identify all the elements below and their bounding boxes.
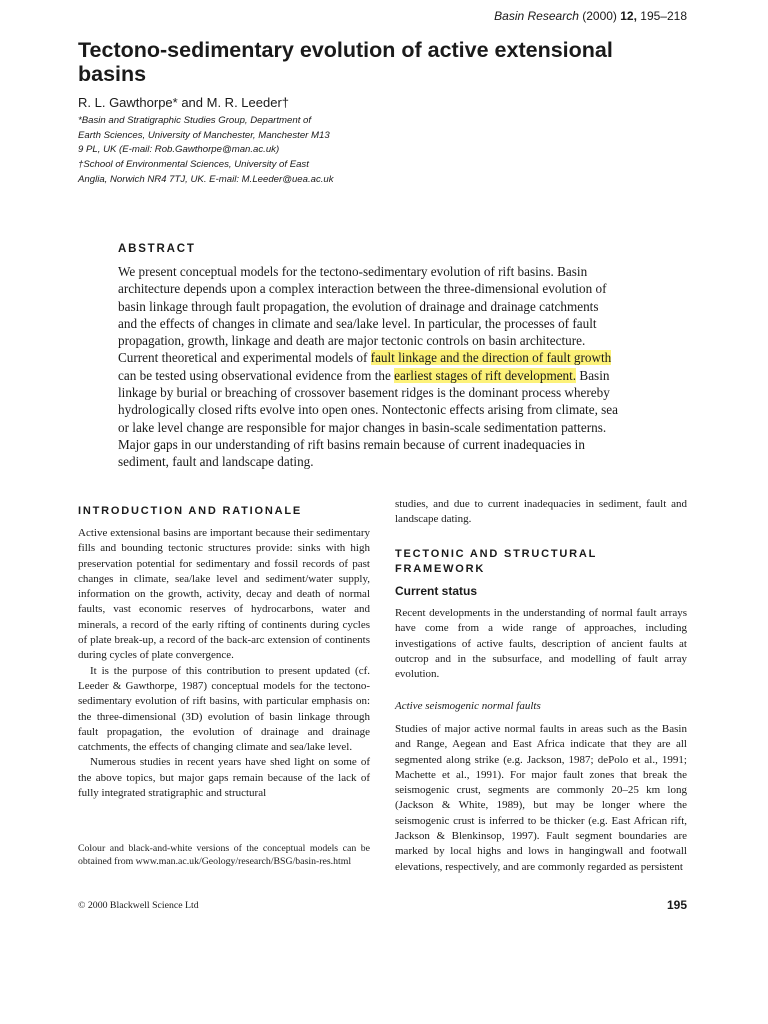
- abstract-text: Basin: [576, 367, 610, 383]
- abstract-line: hydrologically closed rifts evolve into open ones. Nontectonic effects arising from climate, sea: [118, 402, 618, 418]
- journal-name: Basin Research: [494, 9, 579, 23]
- authors: R. L. Gawthorpe* and M. R. Leeder†: [78, 95, 290, 110]
- journal-volume: 12,: [620, 9, 637, 23]
- footnote: Colour and black-and-white versions of the conceptual models can be obtained from www.man.ac.uk/Geology/research/BSG/basin-res.html: [78, 843, 370, 868]
- abstract-body: [118, 263, 643, 471]
- paragraph: Studies of major active normal faults in areas such as the Basin and Range, Aegean and East Africa indicate that they are all segmented along strike (e.g. Jackson, 1987; dePolo et al., 1991; Machette et al., 1991). For major fault zones that break the seismogenic crust, segments are commonly 20–25 km long (Jackson & White, 1989), but may be longer where the seismogenic crust is inferred to be thicker (e.g. East African rift, Jackson & Blenkinsop, 1997). Fault segment boundaries are marked by local highs and lows in hangingwall and footwall elevations, respectively, and are commonly regarded as persistent: [395, 723, 687, 873]
- abstract-text: Current theoretical and experimental models of: [118, 350, 371, 366]
- abstract-line: [118, 367, 643, 384]
- journal-pages: 195–218: [640, 9, 687, 23]
- highlighted-text: earliest stages of rift development.: [394, 367, 577, 383]
- affiliation-line: 9 PL, UK (E-mail: Rob.Gawthorpe@man.ac.uk): [78, 144, 280, 156]
- abstract-line: or lake level change are responsible for major changes in basin-scale sedimentation patterns.: [118, 419, 607, 435]
- abstract-line: Major gaps in our understanding of rift basins remain because of current inadequacies in: [118, 436, 585, 452]
- abstract-text: can be tested using observational evidence from the: [118, 367, 395, 383]
- paragraph: It is the purpose of this contribution to present updated (cf. Leeder & Gawthorpe, 1987) conceptual models for the tectono-sedimentary evolution of rift basins, with particular emphasis on: the three-dimensional (3D) evolution of basin linkage through fault propagation, the evolution of drainage and drainage catchments, the effects of changing climate and sea/lake level.: [78, 664, 370, 754]
- affiliation-line: †School of Environmental Sciences, University of East: [78, 159, 309, 171]
- paragraph: Recent developments in the understanding of normal fault arrays have come from a wide range of approaches, including investigations of active faults, description of ancient faults at outcrop and in the subsurface, and modelling of fault array evolution.: [395, 607, 687, 681]
- abstract-line: and the effects of changes in climate and sea/lake level. In particular, the processes of fault: [118, 315, 597, 331]
- title-line-2: basins: [78, 62, 147, 86]
- abstract-line: propagation, growth, linkage and death are major tectonic controls on basin architecture.: [118, 333, 586, 349]
- highlighted-text: fault linkage and the direction of fault growth: [370, 350, 612, 366]
- journal-year: (2000): [582, 9, 617, 23]
- paragraph: Active extensional basins are important because their sedimentary fills and bounding tectonic structures provide: sinks with high preservation potential for sedimentary and fossil records of past changes in climate, sea/lake level and sediment/water supply, information on the growth, activity, decay and death of normal faults, vast economic reserves of hydrocarbons, water and minerals, a record of the early rifting of continents during cycles of plate break-up, a record of the back-arc extension of continents during cycles of plate convergence.: [78, 527, 370, 662]
- paragraph-continued: studies, and due to current inadequacies in sediment, fault and landscape dating.: [395, 498, 687, 526]
- title-line-1: Tectono-sedimentary evolution of active extensional: [78, 38, 613, 62]
- section-heading-tectonic: TECTONIC AND STRUCTURAL FRAMEWORK: [395, 548, 597, 575]
- affiliations: [78, 114, 378, 188]
- subheading-current-status: Current status: [395, 584, 478, 598]
- abstract-line: sediment, fault and landscape dating.: [118, 454, 314, 470]
- section-heading-introduction: INTRODUCTION AND RATIONALE: [78, 505, 303, 517]
- journal-citation: [494, 9, 687, 23]
- paragraph: Numerous studies in recent years have shed light on some of the above topics, but major gaps remain because of the lack of fully integrated stratigraphic and structural: [78, 756, 370, 800]
- abstract-line: We present conceptual models for the tectono-sedimentary evolution of rift basins. Basin: [118, 264, 588, 279]
- abstract-line: linkage by burial or breaching of crossover basement ridges is the dominant process whereby: [118, 385, 610, 401]
- subheading-active-faults: Active seismogenic normal faults: [395, 700, 541, 712]
- abstract-line: [118, 349, 643, 366]
- affiliation-line: *Basin and Stratigraphic Studies Group, Department of: [78, 115, 312, 126]
- introduction-body: [78, 526, 370, 801]
- affiliation-line: Anglia, Norwich NR4 7TJ, UK. E-mail: M.Leeder@uea.ac.uk: [78, 173, 334, 185]
- abstract-line: architecture depends upon a complex interaction between the three-dimensional evolution of: [118, 281, 607, 297]
- abstract-line: basin linkage through fault propagation, the evolution of drainage and drainage catchments: [118, 298, 599, 314]
- paper-title: [78, 38, 698, 86]
- page-number: 195: [666, 898, 687, 912]
- copyright: © 2000 Blackwell Science Ltd: [78, 900, 199, 911]
- abstract-heading: ABSTRACT: [118, 243, 196, 255]
- affiliation-line: Earth Sciences, University of Manchester, Manchester M13: [78, 129, 330, 141]
